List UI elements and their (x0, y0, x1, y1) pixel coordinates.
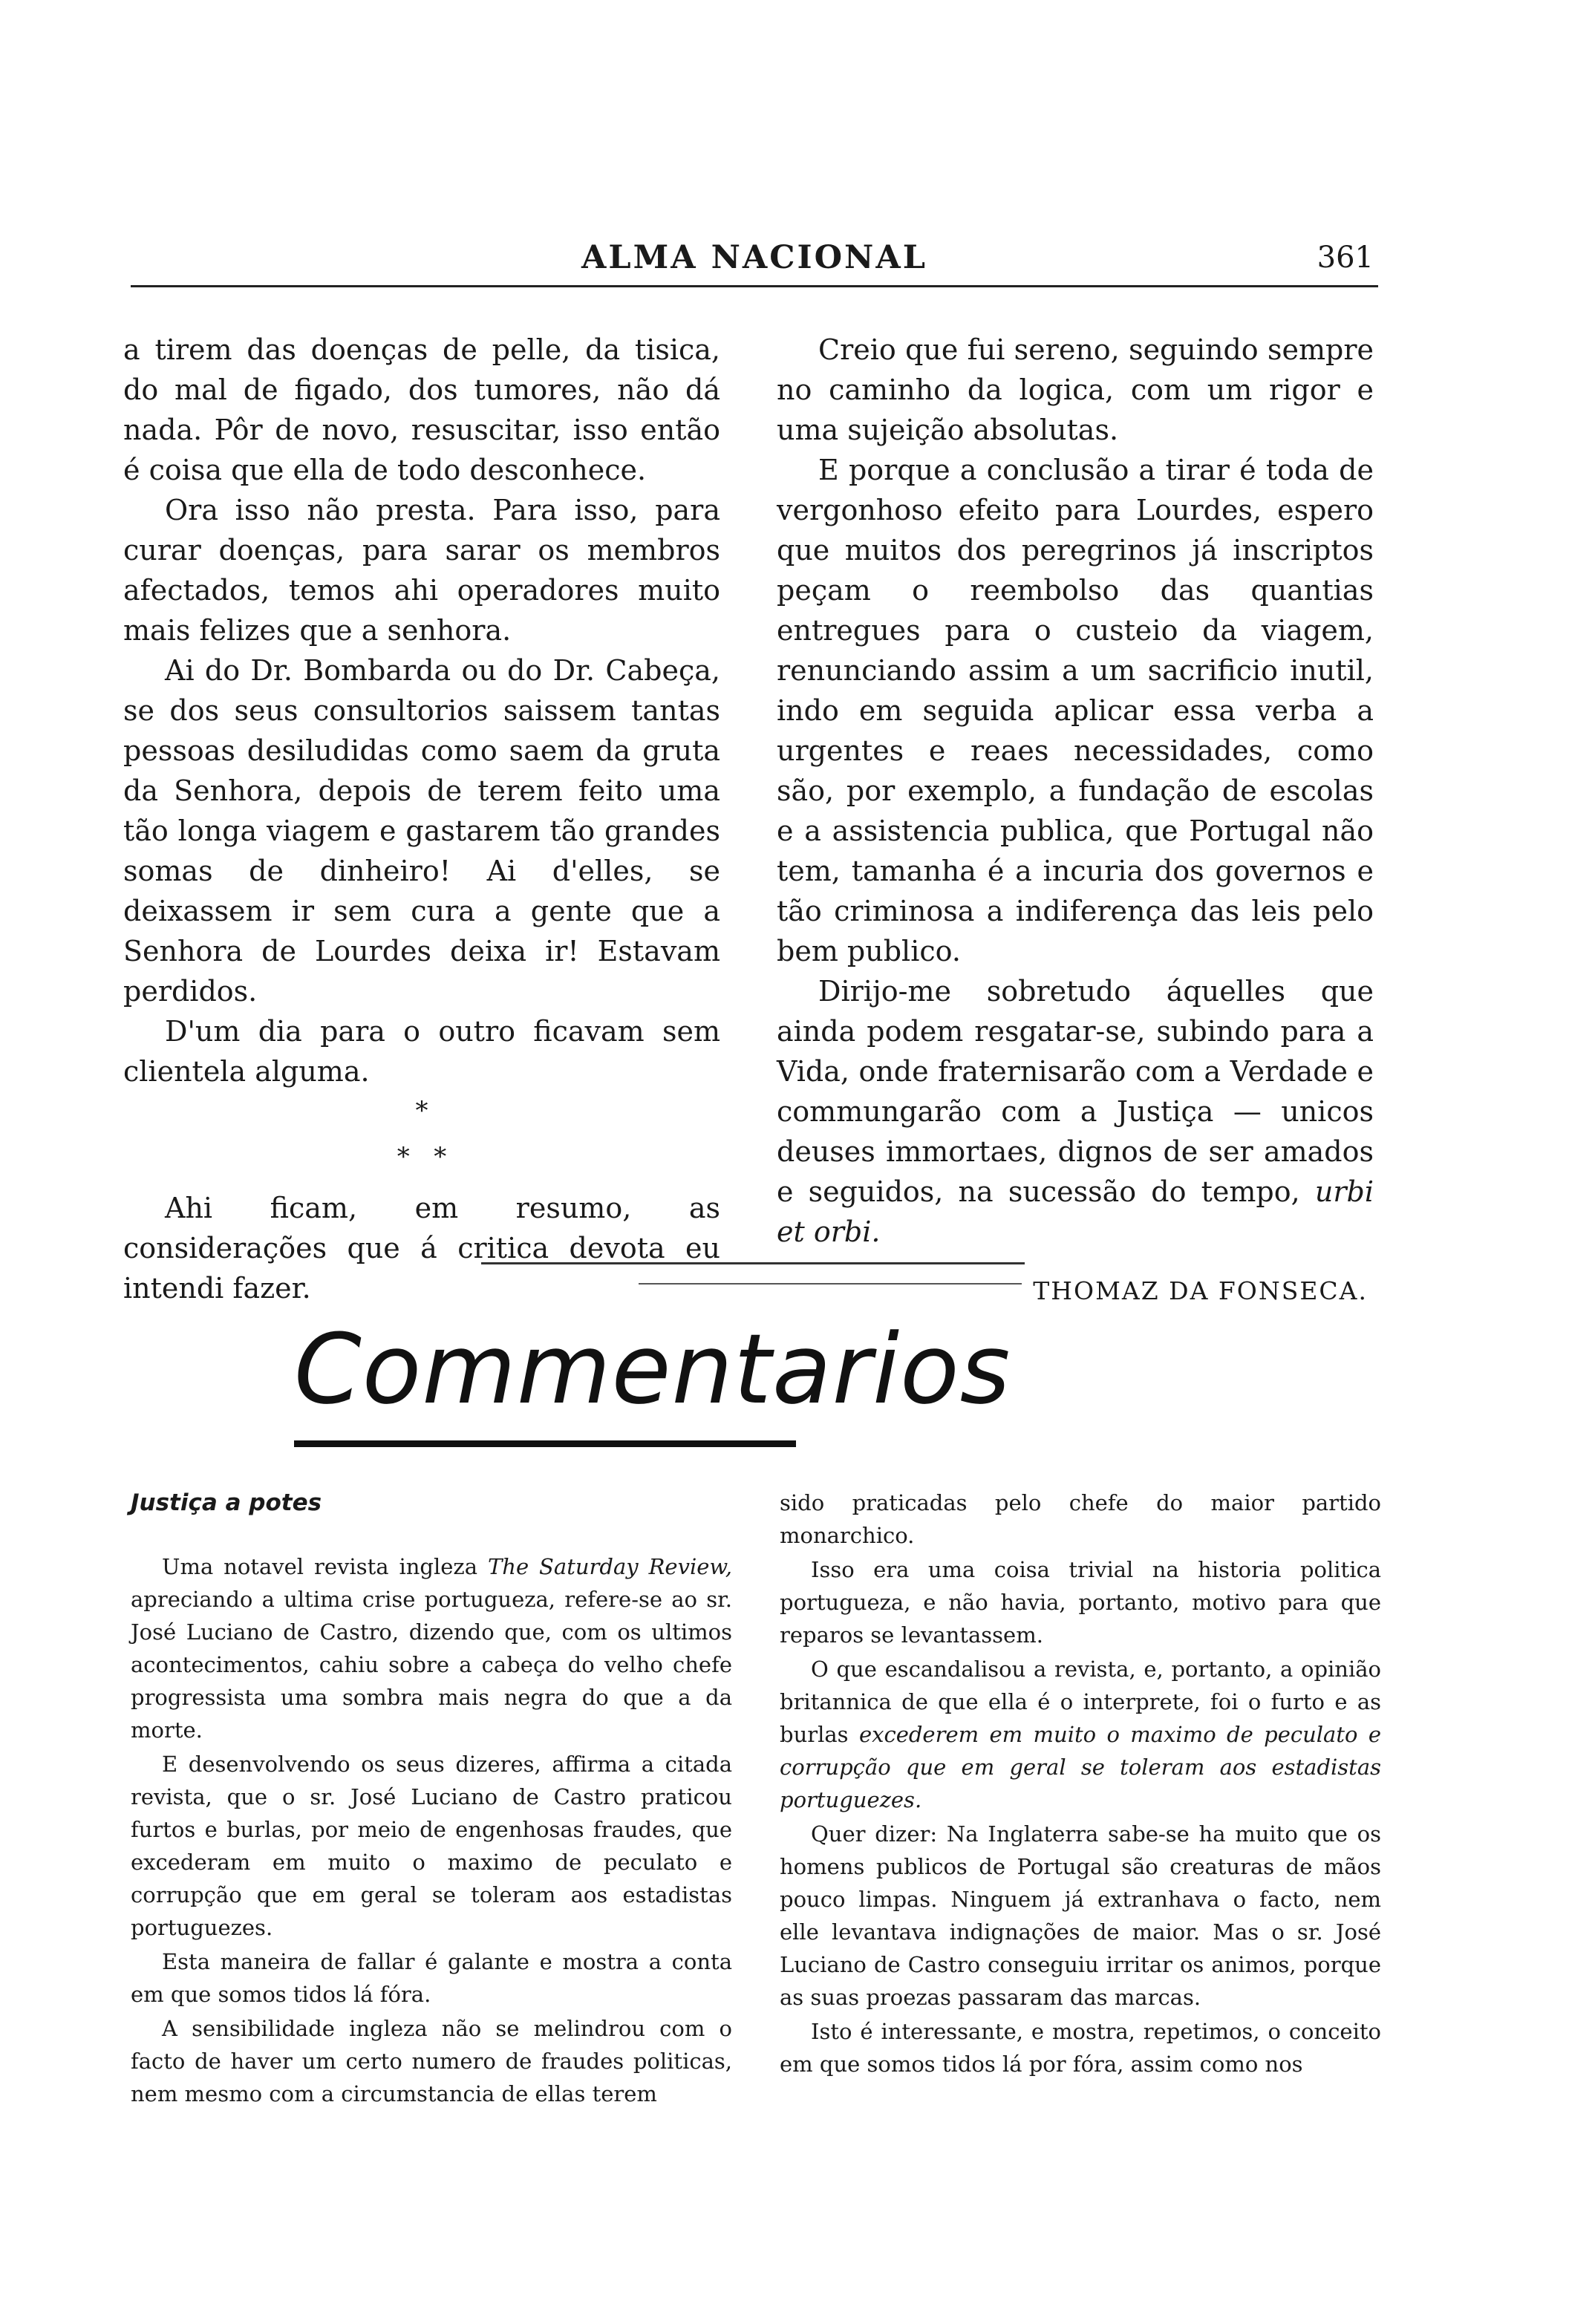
running-title: ALMA NACIONAL (581, 239, 927, 276)
divider-rule (481, 1262, 1025, 1264)
paragraph: Ora isso não presta. Para isso, para curar doenças, para sarar os membros afectados, temos ahi operadores muito mais felizes que a senhora. (123, 494, 720, 647)
paragraph-text: O que escandalisou a revista, e, portanto, a opinião britannica de que ella é o interprete, foi o furto e as burlas (780, 1656, 1381, 1747)
bottom-right-column (780, 1486, 1381, 2082)
paragraph: Quer dizer: Na Inglaterra sabe-se ha muito que os homens publicos de Portugal são creaturas de mãos pouco limpas. Ninguem já extranhava o facto, nem elle levantava indignações de maior. Mas o sr. José Luciano de Castro conseguiu irritar os animos, porque as suas proezas passaram das marcas. (780, 1821, 1381, 2010)
paragraph: Esta maneira de fallar é galante e mostra a conta em que somos tidos lá fóra. (131, 1949, 732, 2007)
paragraph: sido praticadas pelo chefe do maior partido monarchico. (780, 1490, 1381, 1548)
paragraph: A sensibilidade ingleza não se melindrou com o facto de haver um certo numero de fraudes politicas, nem mesmo com a circumstancia de ellas terem (131, 2016, 732, 2106)
page-header (131, 236, 1378, 287)
divider-rule-short (639, 1283, 1022, 1285)
publication-title: The Saturday Review, (487, 1554, 733, 1579)
paragraph: a tirem das doenças de pelle, da tisica, do mal de figado, dos tumores, não dá nada. Pôr de novo, resuscitar, isso então é coisa que ella de todo desconhece. (123, 333, 720, 486)
paragraph: Isso era uma coisa trivial na historia politica portugueza, e não havia, portanto, motivo para que reparos se levantassem. (780, 1557, 1381, 1648)
quoted-phrase: excederem em muito o maximo de peculato e corrupção que em geral se toleram aos estadistas portuguezes. (780, 1722, 1381, 1812)
latin-phrase: urbi et orbi. (777, 1175, 1374, 1248)
paragraph: E porque a conclusão a tirar é toda de vergonhoso efeito para Lourdes, espero que muitos dos peregrinos já inscriptos peçam o reembolso das quantias entregues para o custeio da viagem, renunciando assim a um sacrificio inutil, indo em seguida aplicar essa verba a urgentes e reaes necessidades, como são, por exemplo, a fundação de escolas e a assistencia publica, que Portugal não tem, tamanha é a incuria dos governos e tão criminosa a indiferença das leis pelo bem publico. (777, 454, 1374, 967)
section-break-asterisk: * (415, 1096, 428, 1126)
paragraph-text: apreciando a ultima crise portugueza, refere-se ao sr. José Luciano de Castro, dizendo que, com os ultimos acontecimentos, cahiu sobre a cabeça do velho chefe progressista uma sombra mais negra do que a da morte. (131, 1587, 732, 1743)
title-underline (294, 1440, 796, 1447)
paragraph: Ahi ficam, em resumo, as considerações que á critica devota eu intendi fazer. (123, 1192, 720, 1305)
article-subheading: Justiça a potes (131, 1489, 322, 1516)
author-signature: THOMAZ DA FONSECA. (1033, 1276, 1368, 1305)
top-left-column (123, 330, 720, 1308)
page-number: 361 (1317, 241, 1374, 275)
paragraph: Creio que fui sereno, seguindo sempre no caminho da logica, com um rigor e uma sujeição absolutas. (777, 333, 1374, 446)
bottom-left-column (131, 1486, 732, 2112)
paragraph-text: Dirijo-me sobretudo áquelles que ainda podem resgatar-se, subindo para a Vida, onde fraternisarão com a Verdade e commungarão com a Justiça — unicos deuses immortaes, dignos de ser amados e seguidos, na sucessão do tempo, (777, 975, 1374, 1208)
section-title: Commentarios (294, 1313, 1011, 1426)
section-break-asterisks: * * (397, 1142, 447, 1172)
paragraph (777, 971, 1374, 1252)
paragraph: D'um dia para o outro ficavam sem clientela alguma. (123, 1015, 720, 1088)
top-right-column (777, 330, 1374, 1311)
paragraph: Isto é interessante, e mostra, repetimos, o conceito em que somos tidos lá por fóra, assim como nos (780, 2019, 1381, 2077)
paragraph: E desenvolvendo os seus dizeres, affirma a citada revista, que o sr. José Luciano de Castro praticou furtos e burlas, por meio de engenhosas fraudes, que excederam em muito o maximo de peculato e corrupção que em geral se toleram aos estadistas portuguezes. (131, 1752, 732, 1940)
paragraph-text: Uma notavel revista ingleza (162, 1554, 477, 1579)
paragraph: Ai do Dr. Bombarda ou do Dr. Cabeça, se dos seus consultorios saissem tantas pessoas desiludidas como saem da gruta da Senhora, depois de terem feito uma tão longa viagem e gastarem tão grandes somas de dinheiro! Ai d'elles, se deixassem ir sem cura a gente que a Senhora de Lourdes deixa ir! Estavam perdidos. (123, 654, 720, 1008)
paragraph (131, 1550, 732, 1746)
paragraph (780, 1653, 1381, 1816)
